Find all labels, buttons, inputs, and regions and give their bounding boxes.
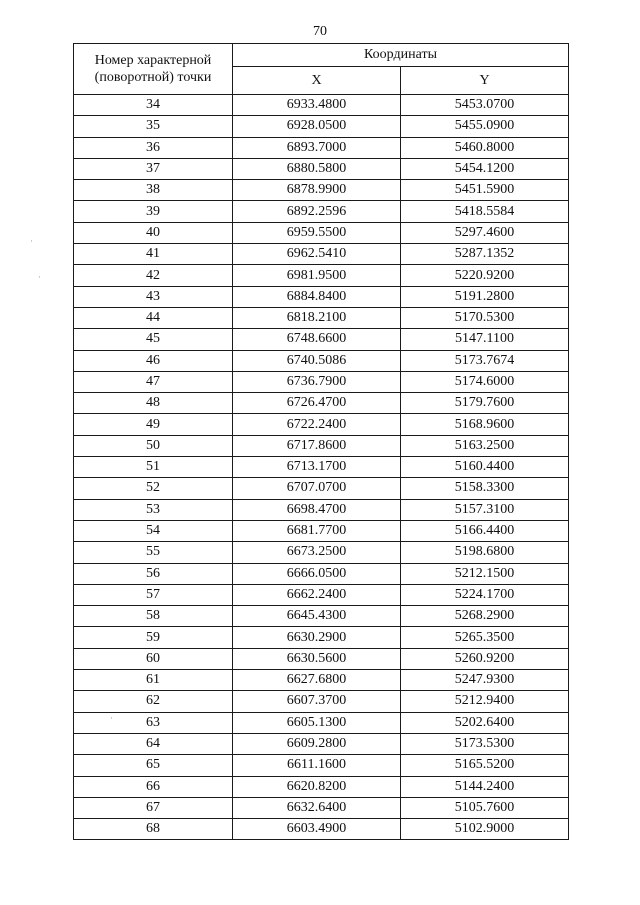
y-coordinate-cell: 5168.9600 <box>401 414 569 435</box>
margin-speck: · <box>38 272 41 282</box>
y-coordinate-cell: 5202.6400 <box>401 712 569 733</box>
y-coordinate-cell: 5102.9000 <box>401 819 569 840</box>
x-coordinate-cell: 6627.6800 <box>233 670 401 691</box>
point-number-cell: 52 <box>74 478 233 499</box>
table-row <box>74 563 569 584</box>
point-number-cell: 57 <box>74 584 233 605</box>
x-coordinate-cell: 6818.2100 <box>233 307 401 328</box>
point-number-cell: 40 <box>74 222 233 243</box>
point-number-cell: 54 <box>74 520 233 541</box>
y-coordinate-cell: 5147.1100 <box>401 329 569 350</box>
y-coordinate-cell: 5173.7674 <box>401 350 569 371</box>
table-row <box>74 95 569 116</box>
table-row <box>74 584 569 605</box>
x-coordinate-cell: 6748.6600 <box>233 329 401 350</box>
y-coordinate-cell: 5220.9200 <box>401 265 569 286</box>
table-row <box>74 201 569 222</box>
x-coordinate-cell: 6609.2800 <box>233 733 401 754</box>
point-number-cell: 51 <box>74 457 233 478</box>
margin-speck: · <box>30 236 33 246</box>
table-row <box>74 414 569 435</box>
y-coordinate-cell: 5451.5900 <box>401 180 569 201</box>
x-coordinate-cell: 6717.8600 <box>233 435 401 456</box>
x-coordinate-cell: 6981.9500 <box>233 265 401 286</box>
y-coordinate-cell: 5179.7600 <box>401 393 569 414</box>
x-coordinate-cell: 6722.2400 <box>233 414 401 435</box>
point-number-cell: 36 <box>74 137 233 158</box>
point-number-cell: 67 <box>74 797 233 818</box>
table-row <box>74 371 569 392</box>
y-coordinate-cell: 5287.1352 <box>401 244 569 265</box>
x-coordinate-cell: 6880.5800 <box>233 158 401 179</box>
table-row <box>74 776 569 797</box>
x-coordinate-cell: 6632.6400 <box>233 797 401 818</box>
point-number-cell: 34 <box>74 95 233 116</box>
x-coordinate-cell: 6736.7900 <box>233 371 401 392</box>
table-row <box>74 733 569 754</box>
y-coordinate-cell: 5453.0700 <box>401 95 569 116</box>
y-coordinate-cell: 5268.2900 <box>401 606 569 627</box>
table-row <box>74 244 569 265</box>
x-coordinate-cell: 6666.0500 <box>233 563 401 584</box>
y-coordinate-cell: 5212.1500 <box>401 563 569 584</box>
x-coordinate-cell: 6959.5500 <box>233 222 401 243</box>
table-row <box>74 222 569 243</box>
point-number-cell: 41 <box>74 244 233 265</box>
x-coordinate-cell: 6673.2500 <box>233 542 401 563</box>
point-number-cell: 45 <box>74 329 233 350</box>
table-row <box>74 307 569 328</box>
point-number-cell: 58 <box>74 606 233 627</box>
x-coordinate-cell: 6933.4800 <box>233 95 401 116</box>
x-coordinate-cell: 6603.4900 <box>233 819 401 840</box>
point-number-cell: 35 <box>74 116 233 137</box>
point-number-header: Номер характерной (поворотной) точки <box>74 44 233 95</box>
table-row <box>74 712 569 733</box>
x-coordinate-cell: 6707.0700 <box>233 478 401 499</box>
table-row <box>74 137 569 158</box>
x-coordinate-cell: 6713.1700 <box>233 457 401 478</box>
x-coordinate-cell: 6884.8400 <box>233 286 401 307</box>
table-row <box>74 329 569 350</box>
y-coordinate-cell: 5454.1200 <box>401 158 569 179</box>
x-coordinate-cell: 6893.7000 <box>233 137 401 158</box>
table-row <box>74 755 569 776</box>
point-number-cell: 48 <box>74 393 233 414</box>
x-coordinate-cell: 6928.0500 <box>233 116 401 137</box>
table-row <box>74 180 569 201</box>
table-row <box>74 286 569 307</box>
y-coordinate-cell: 5418.5584 <box>401 201 569 222</box>
x-coordinate-cell: 6892.2596 <box>233 201 401 222</box>
table-row <box>74 158 569 179</box>
point-number-cell: 63 <box>74 712 233 733</box>
x-coordinate-cell: 6698.4700 <box>233 499 401 520</box>
table-row <box>74 627 569 648</box>
point-number-cell: 38 <box>74 180 233 201</box>
table-row <box>74 819 569 840</box>
point-number-cell: 55 <box>74 542 233 563</box>
y-coordinate-cell: 5166.4400 <box>401 520 569 541</box>
x-coordinate-cell: 6662.2400 <box>233 584 401 605</box>
table-row <box>74 648 569 669</box>
point-number-cell: 44 <box>74 307 233 328</box>
point-number-cell: 65 <box>74 755 233 776</box>
y-coordinate-cell: 5165.5200 <box>401 755 569 776</box>
coordinates-table <box>73 43 569 840</box>
table-row <box>74 797 569 818</box>
table-row <box>74 116 569 137</box>
table-row <box>74 478 569 499</box>
y-coordinate-cell: 5455.0900 <box>401 116 569 137</box>
page-number: 70 <box>313 24 327 39</box>
x-coordinate-cell: 6740.5086 <box>233 350 401 371</box>
x-coordinate-cell: 6607.3700 <box>233 691 401 712</box>
point-number-cell: 64 <box>74 733 233 754</box>
point-number-cell: 62 <box>74 691 233 712</box>
x-coordinate-cell: 6726.4700 <box>233 393 401 414</box>
point-number-cell: 60 <box>74 648 233 669</box>
y-column-header: Y <box>401 67 569 95</box>
y-coordinate-cell: 5191.2800 <box>401 286 569 307</box>
point-number-cell: 50 <box>74 435 233 456</box>
point-number-cell: 68 <box>74 819 233 840</box>
point-number-cell: 42 <box>74 265 233 286</box>
x-coordinate-cell: 6611.1600 <box>233 755 401 776</box>
y-coordinate-cell: 5157.3100 <box>401 499 569 520</box>
table-header <box>74 44 569 95</box>
x-coordinate-cell: 6630.5600 <box>233 648 401 669</box>
table-body <box>74 95 569 840</box>
y-coordinate-cell: 5247.9300 <box>401 670 569 691</box>
table-row <box>74 520 569 541</box>
x-coordinate-cell: 6630.2900 <box>233 627 401 648</box>
x-coordinate-cell: 6681.7700 <box>233 520 401 541</box>
point-number-cell: 49 <box>74 414 233 435</box>
x-coordinate-cell: 6878.9900 <box>233 180 401 201</box>
point-number-cell: 66 <box>74 776 233 797</box>
y-coordinate-cell: 5163.2500 <box>401 435 569 456</box>
table-row <box>74 606 569 627</box>
point-number-cell: 43 <box>74 286 233 307</box>
table-row <box>74 350 569 371</box>
margin-speck: · <box>110 713 113 723</box>
point-number-cell: 53 <box>74 499 233 520</box>
x-column-header: X <box>233 67 401 95</box>
table-row <box>74 393 569 414</box>
point-number-cell: 56 <box>74 563 233 584</box>
y-coordinate-cell: 5174.6000 <box>401 371 569 392</box>
point-number-cell: 47 <box>74 371 233 392</box>
x-coordinate-cell: 6605.1300 <box>233 712 401 733</box>
y-coordinate-cell: 5224.1700 <box>401 584 569 605</box>
point-number-cell: 61 <box>74 670 233 691</box>
y-coordinate-cell: 5212.9400 <box>401 691 569 712</box>
x-coordinate-cell: 6645.4300 <box>233 606 401 627</box>
x-coordinate-cell: 6620.8200 <box>233 776 401 797</box>
y-coordinate-cell: 5160.4400 <box>401 457 569 478</box>
table-row <box>74 435 569 456</box>
y-coordinate-cell: 5260.9200 <box>401 648 569 669</box>
y-coordinate-cell: 5144.2400 <box>401 776 569 797</box>
y-coordinate-cell: 5105.7600 <box>401 797 569 818</box>
y-coordinate-cell: 5198.6800 <box>401 542 569 563</box>
table-row <box>74 499 569 520</box>
table-row <box>74 542 569 563</box>
coordinates-header: Координаты <box>233 44 569 67</box>
y-coordinate-cell: 5173.5300 <box>401 733 569 754</box>
y-coordinate-cell: 5170.5300 <box>401 307 569 328</box>
x-coordinate-cell: 6962.5410 <box>233 244 401 265</box>
y-coordinate-cell: 5265.3500 <box>401 627 569 648</box>
point-number-cell: 39 <box>74 201 233 222</box>
table-row <box>74 457 569 478</box>
table-row <box>74 670 569 691</box>
point-number-cell: 46 <box>74 350 233 371</box>
table-row <box>74 691 569 712</box>
point-number-cell: 37 <box>74 158 233 179</box>
y-coordinate-cell: 5158.3300 <box>401 478 569 499</box>
y-coordinate-cell: 5460.8000 <box>401 137 569 158</box>
y-coordinate-cell: 5297.4600 <box>401 222 569 243</box>
point-number-cell: 59 <box>74 627 233 648</box>
table-row <box>74 265 569 286</box>
